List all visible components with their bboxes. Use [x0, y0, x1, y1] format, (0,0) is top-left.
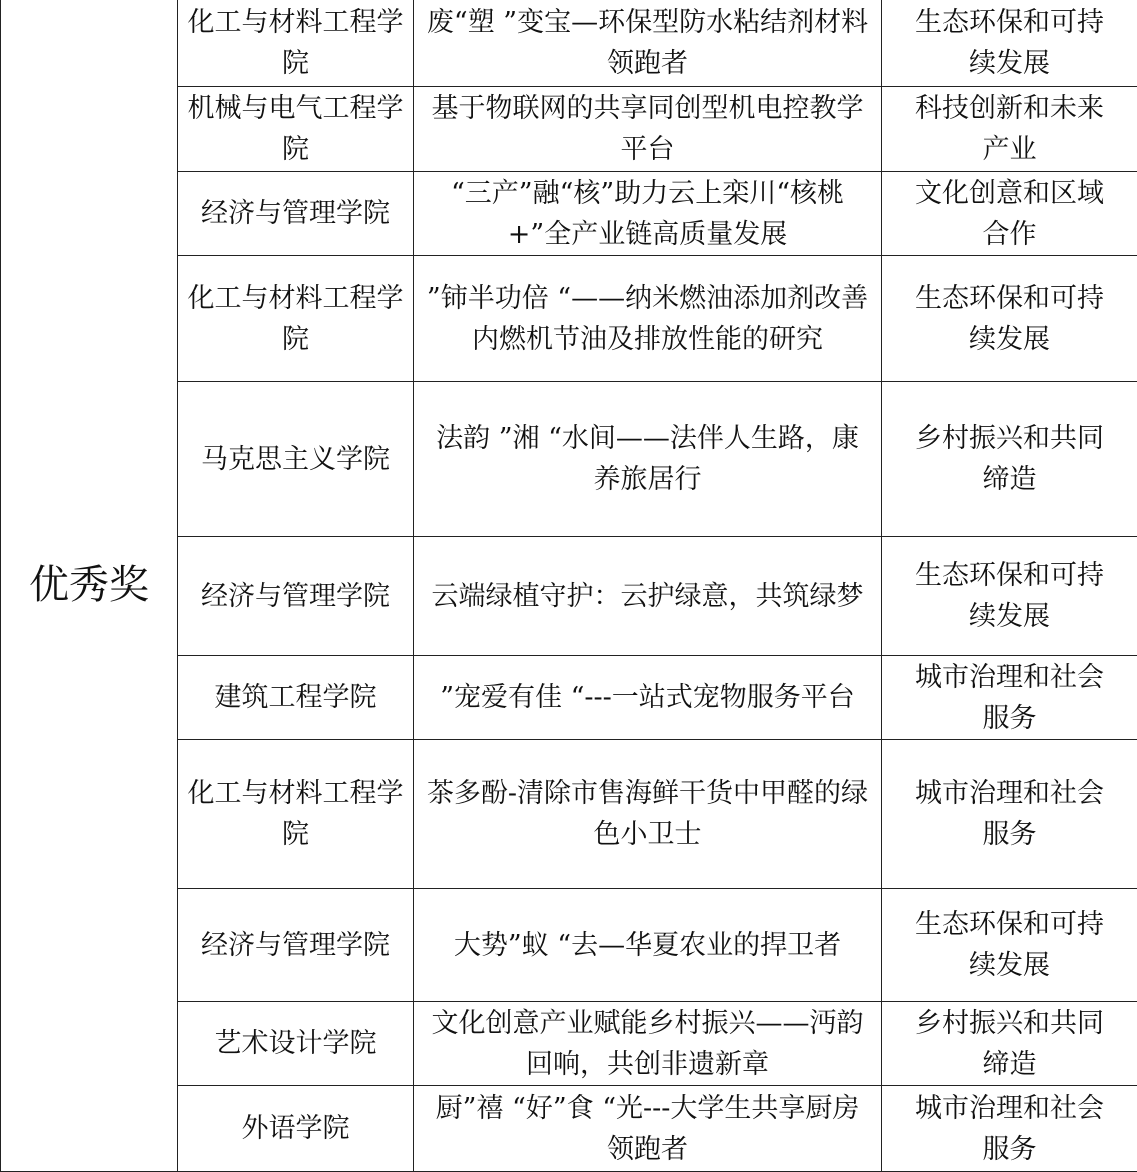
track-cell — [882, 0, 1137, 87]
college-cell — [178, 656, 414, 740]
project-name: 厨”禧 “好”食 “光---大学生共享厨房领跑者 — [424, 1088, 871, 1170]
college-name: 建筑工程学院 — [184, 677, 407, 718]
project-name: ”铈半功倍 “——纳米燃油添加剂改善内燃机节油及排放性能的研究 — [424, 278, 871, 360]
table-row — [1, 0, 1137, 87]
project-cell — [414, 172, 882, 256]
project-name: 法韵 ”湘 “水间——法伴人生路，康养旅居行 — [424, 418, 871, 500]
track-name: 生态环保和可持续发展 — [902, 904, 1117, 986]
track-name: 城市治理和社会服务 — [902, 657, 1117, 739]
college-cell — [178, 1002, 414, 1086]
college-cell — [178, 537, 414, 656]
project-name: 文化创意产业赋能乡村振兴——沔韵回响，共创非遗新章 — [424, 1003, 871, 1085]
track-name: 城市治理和社会服务 — [902, 1088, 1117, 1170]
project-name: “三产”融“核”助力云上栾川“核桃+”全产业链高质量发展 — [424, 173, 871, 255]
award-level-cell — [1, 0, 178, 1172]
track-name: 生态环保和可持续发展 — [902, 555, 1117, 637]
project-name: 大势”蚁 “去—华夏农业的捍卫者 — [424, 925, 871, 966]
project-cell — [414, 656, 882, 740]
college-cell — [178, 0, 414, 87]
track-cell — [882, 1002, 1137, 1086]
college-cell — [178, 87, 414, 172]
project-cell — [414, 1002, 882, 1086]
track-cell — [882, 656, 1137, 740]
project-name: 废“塑 ”变宝—环保型防水粘结剂材料领跑者 — [424, 2, 871, 84]
college-name: 马克思主义学院 — [184, 439, 407, 480]
track-name: 科技创新和未来产业 — [902, 88, 1117, 170]
project-name: ”宠爱有佳 “---一站式宠物服务平台 — [424, 677, 871, 718]
track-name: 生态环保和可持续发展 — [902, 2, 1117, 84]
track-cell — [882, 256, 1137, 382]
college-name: 化工与材料工程学院 — [184, 773, 407, 855]
project-cell — [414, 87, 882, 172]
project-cell — [414, 382, 882, 537]
track-name: 乡村振兴和共同缔造 — [902, 1003, 1117, 1085]
track-cell — [882, 740, 1137, 889]
project-cell — [414, 889, 882, 1002]
college-cell — [178, 382, 414, 537]
college-cell — [178, 889, 414, 1002]
track-cell — [882, 87, 1137, 172]
track-cell — [882, 889, 1137, 1002]
college-cell — [178, 172, 414, 256]
college-cell — [178, 256, 414, 382]
college-name: 外语学院 — [184, 1108, 407, 1149]
college-cell — [178, 740, 414, 889]
award-level-label: 优秀奖 — [29, 562, 149, 608]
track-cell — [882, 172, 1137, 256]
college-cell — [178, 1086, 414, 1172]
project-cell — [414, 1086, 882, 1172]
project-name: 云端绿植守护：云护绿意，共筑绿梦 — [424, 576, 871, 617]
college-name: 机械与电气工程学院 — [184, 88, 407, 170]
track-cell — [882, 1086, 1137, 1172]
college-name: 经济与管理学院 — [184, 576, 407, 617]
project-name: 茶多酚-清除市售海鲜干货中甲醛的绿色小卫士 — [424, 773, 871, 855]
track-name: 生态环保和可持续发展 — [902, 278, 1117, 360]
track-cell — [882, 537, 1137, 656]
project-cell — [414, 256, 882, 382]
college-name: 经济与管理学院 — [184, 193, 407, 234]
project-cell — [414, 740, 882, 889]
project-cell — [414, 0, 882, 87]
track-cell — [882, 382, 1137, 537]
track-name: 城市治理和社会服务 — [902, 773, 1117, 855]
project-cell — [414, 537, 882, 656]
college-name: 艺术设计学院 — [184, 1023, 407, 1064]
project-name: 基于物联网的共享同创型机电控教学平台 — [424, 88, 871, 170]
college-name: 经济与管理学院 — [184, 925, 407, 966]
track-name: 文化创意和区域合作 — [902, 173, 1117, 255]
college-name: 化工与材料工程学院 — [184, 2, 407, 84]
track-name: 乡村振兴和共同缔造 — [902, 418, 1117, 500]
college-name: 化工与材料工程学院 — [184, 278, 407, 360]
